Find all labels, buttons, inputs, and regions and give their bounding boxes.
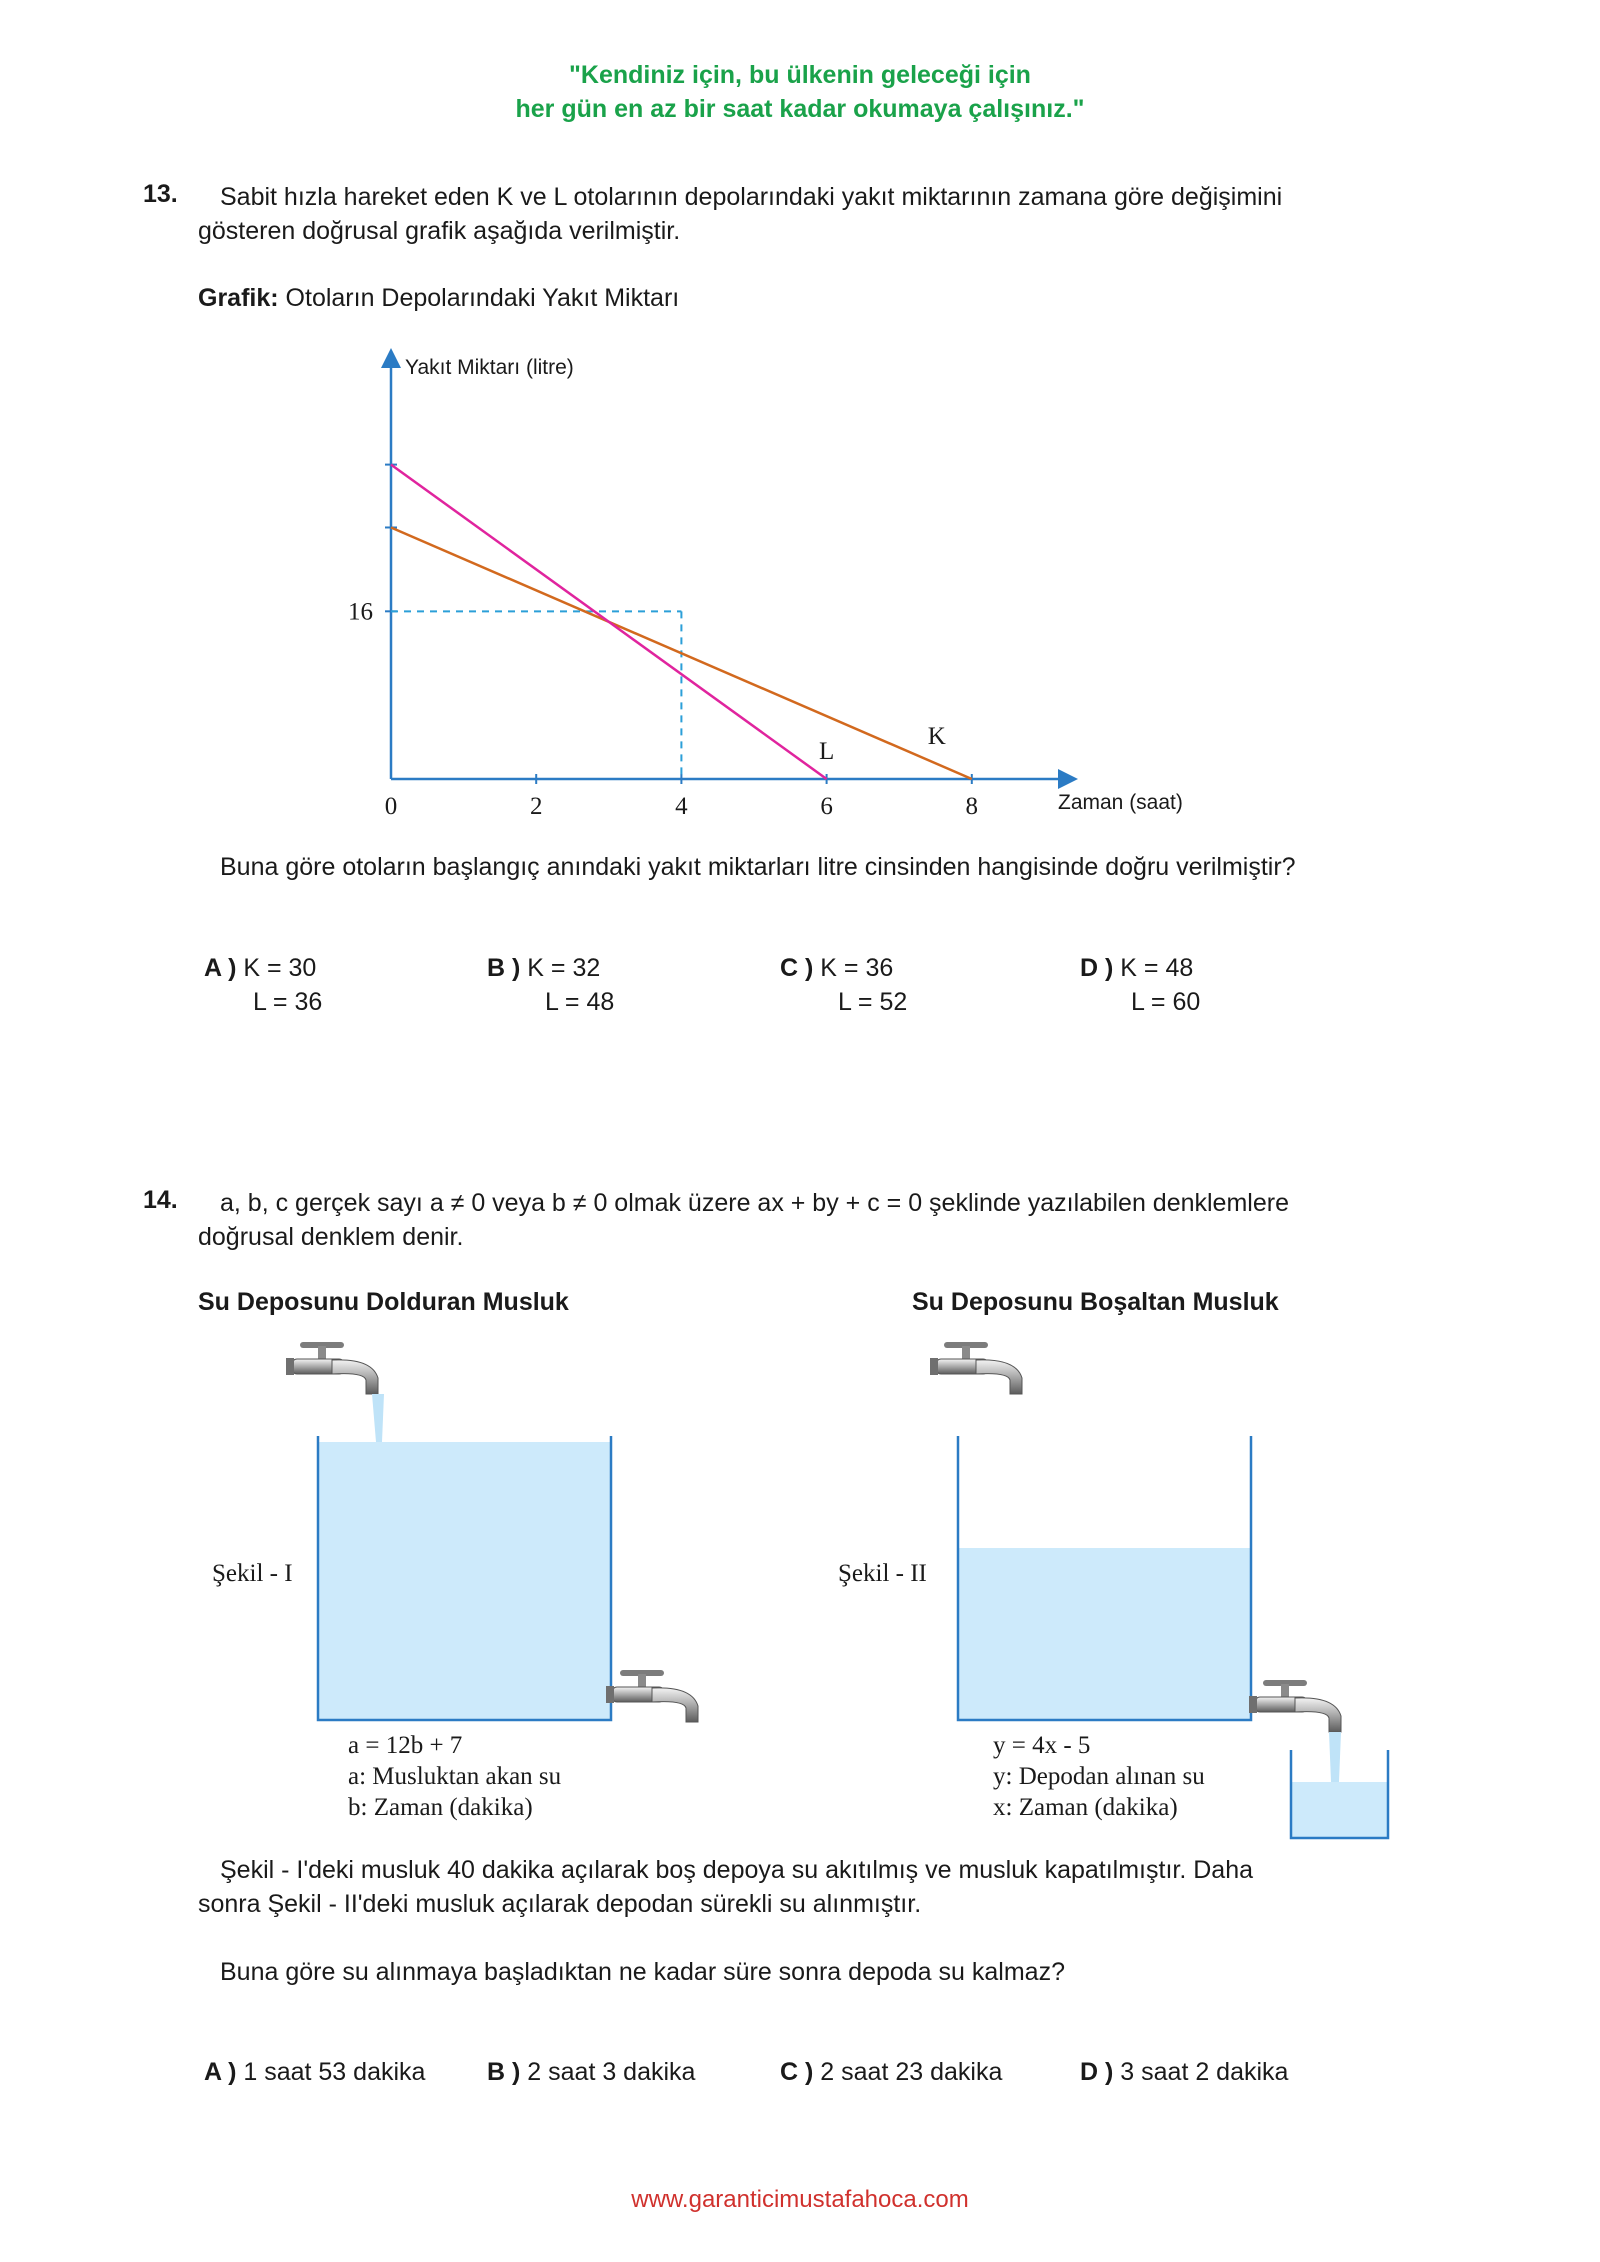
q13-option-d-line-2: L = 60 — [1131, 988, 1201, 1016]
q13-option-c-line-2: L = 52 — [838, 988, 908, 1016]
question-14-para-line-1: Şekil - I'deki musluk 40 dakika açılarak boş depoya su akıtılmış ve musluk kapatılmıştır. Daha — [220, 1856, 1253, 1884]
chart-labels — [348, 356, 1183, 820]
figure-2-var-y: y: Depodan alınan su — [993, 1763, 1205, 1790]
figure-2-title: Su Deposunu Boşaltan Musluk — [912, 1288, 1279, 1316]
question-14-text-line-2: doğrusal denklem denir. — [198, 1223, 464, 1251]
q14-option-c[interactable] — [780, 2055, 1002, 2089]
faucet-icon — [1249, 1680, 1341, 1732]
y-tick-label: 16 — [348, 598, 373, 626]
faucet-icon — [930, 1342, 1022, 1394]
q13-option-c-line-1: K = 36 — [820, 954, 894, 982]
fuel-chart — [0, 0, 1600, 860]
question-14-para-line-2: sonra Şekil - II'deki musluk açılarak depodan sürekli su alınmıştır. — [198, 1890, 922, 1918]
tank-2-water — [958, 1548, 1251, 1720]
axis-ticks — [385, 465, 972, 784]
figure-1-var-b: b: Zaman (dakika) — [348, 1794, 533, 1821]
q13-option-d[interactable] — [1080, 951, 1193, 985]
figure-1-label: Şekil - I — [212, 1560, 293, 1587]
q14-option-c-text: 2 saat 23 dakika — [820, 2058, 1003, 2086]
q14-option-b-letter: B ) — [487, 2058, 521, 2086]
chart-caption-text: Otoların Depolarındaki Yakıt Miktarı — [285, 284, 680, 312]
question-13-text-line-2: gösteren doğrusal grafik aşağıda verilmiştir. — [198, 217, 681, 245]
q14-option-a-letter: A ) — [204, 2058, 237, 2086]
figure-2-var-x: x: Zaman (dakika) — [993, 1794, 1178, 1821]
question-14-prompt: Buna göre su alınmaya başladıktan ne kadar süre sonra depoda su kalmaz? — [220, 1958, 1065, 1986]
x-tick-label: 0 — [384, 793, 398, 820]
q13-option-b-line-2: L = 48 — [545, 988, 615, 1016]
water-stream-icon — [1329, 1732, 1341, 1782]
q13-option-c-letter: C ) — [780, 954, 814, 982]
question-13-number: 13. — [143, 180, 178, 208]
q13-option-a-letter: A ) — [204, 954, 237, 982]
figure-2-equation: y = 4x - 5 — [993, 1732, 1091, 1759]
q13-option-a-line-2: L = 36 — [253, 988, 323, 1016]
guide-lines — [391, 611, 681, 779]
faucet-icon — [606, 1670, 698, 1722]
tank-1-water — [318, 1442, 611, 1720]
q13-option-c[interactable] — [780, 951, 893, 985]
question-13-text-line-1: Sabit hızla hareket eden K ve L otolarının depolarındaki yakıt miktarının zamana göre değişimini — [220, 183, 1283, 211]
motto-line-2: her gün en az bir saat kadar okumaya çalışınız." — [515, 95, 1085, 123]
motto-line-1: "Kendiniz için, bu ülkenin geleceği için — [569, 61, 1031, 89]
water-stream-icon — [372, 1394, 384, 1442]
x-axis-label: Zaman (saat) — [1058, 791, 1183, 814]
q14-option-d-letter: D ) — [1080, 2058, 1114, 2086]
figure-1-var-a: a: Musluktan akan su — [348, 1763, 562, 1790]
q14-option-b-text: 2 saat 3 dakika — [527, 2058, 696, 2086]
question-13-prompt: Buna göre otoların başlangıç anındaki yakıt miktarları litre cinsinden hangisinde doğru verilmiştir? — [220, 853, 1296, 881]
chart-caption-label: Grafik: — [198, 284, 279, 312]
q14-option-d-text: 3 saat 2 dakika — [1120, 2058, 1289, 2086]
q13-option-b[interactable] — [487, 951, 600, 985]
x-tick-label: 4 — [675, 793, 688, 820]
q13-option-b-line-1: K = 32 — [527, 954, 601, 982]
q14-option-a[interactable] — [204, 2055, 425, 2089]
series-label-K: K — [927, 723, 946, 750]
q13-option-d-letter: D ) — [1080, 954, 1114, 982]
y-axis-label: Yakıt Miktarı (litre) — [405, 356, 574, 379]
q13-option-a-line-1: K = 30 — [243, 954, 317, 982]
q14-option-c-letter: C ) — [780, 2058, 814, 2086]
q14-option-a-text: 1 saat 53 dakika — [243, 2058, 426, 2086]
x-tick-label: 6 — [820, 793, 833, 820]
q13-option-b-letter: B ) — [487, 954, 521, 982]
q13-option-d-line-1: K = 48 — [1120, 954, 1194, 982]
series-line-L — [391, 465, 827, 779]
figure-2-label: Şekil - II — [838, 1560, 927, 1587]
x-tick-label: 2 — [529, 793, 543, 820]
series-line-K — [391, 527, 972, 779]
faucet-icon — [286, 1342, 378, 1394]
figure-1-title: Su Deposunu Dolduran Musluk — [198, 1288, 569, 1316]
question-14-number: 14. — [143, 1186, 178, 1214]
figure-1-equation: a = 12b + 7 — [348, 1732, 463, 1759]
series-label-L: L — [818, 738, 835, 765]
q13-option-a[interactable] — [204, 951, 316, 985]
x-tick-label: 8 — [965, 793, 979, 820]
q14-option-d[interactable] — [1080, 2055, 1288, 2089]
footer-url[interactable]: www.garanticimustafahoca.com — [631, 2186, 969, 2213]
question-14-text-line-1: a, b, c gerçek sayı a ≠ 0 veya b ≠ 0 olmak üzere ax + by + c = 0 şeklinde yazılabilen denklemlere — [220, 1189, 1289, 1217]
bucket-water — [1291, 1782, 1388, 1838]
q14-option-b[interactable] — [487, 2055, 695, 2089]
